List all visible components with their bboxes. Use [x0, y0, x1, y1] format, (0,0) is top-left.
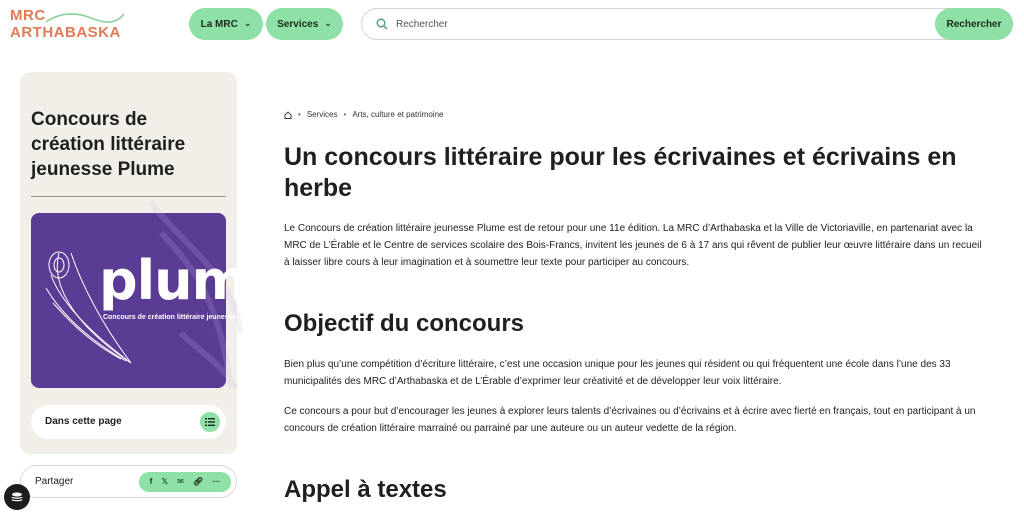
sidebar-panel	[20, 72, 283, 454]
sidebar-title: Concours de création littéraire jeunesse Plume	[31, 109, 186, 180]
search-button[interactable]: Rechercher	[935, 8, 1013, 40]
breadcrumb-arts-culture[interactable]: Arts, culture et patrimoine	[352, 110, 444, 119]
objectif-paragraph-1: Bien plus qu’une compétition d’écriture littéraire, c’est une occasion unique pour les jeunes qui résident ou qui fréquentent une école dans l’une des 33 municipalités des MRC d’Arthabaska et de L’Érable d’exprimer leur créativité et de développer leur voix littéraire.	[284, 359, 951, 387]
section-heading-appel: Appel à textes	[284, 476, 447, 503]
more-icon[interactable]: ···	[212, 477, 221, 486]
share-label: Partager	[35, 476, 74, 487]
search-bar	[361, 8, 1013, 40]
plume-contest-image	[31, 213, 283, 388]
logo-line-1: MRC	[10, 7, 46, 24]
breadcrumb-separator: •	[343, 110, 347, 119]
facebook-icon[interactable]: f	[149, 477, 153, 486]
logo-swoosh-icon	[36, 10, 126, 26]
breadcrumb-services[interactable]: Services	[306, 110, 338, 119]
nav-la-mrc-button[interactable]	[189, 8, 263, 40]
home-icon[interactable]	[284, 111, 292, 119]
share-bar	[20, 465, 237, 498]
x-icon[interactable]: 𝕏	[161, 477, 168, 486]
chevron-down-icon: ⌄	[324, 17, 332, 28]
nav-services-label: Services	[277, 18, 319, 30]
site-header	[0, 0, 1024, 50]
plume-subtitle: Concours de création littéraire jeunesse	[103, 314, 237, 321]
breadcrumb-separator: •	[298, 110, 301, 119]
page-title: Un concours littéraire pour les écrivaines et écrivains en herbe	[284, 143, 957, 202]
search-icon	[376, 18, 388, 30]
email-icon[interactable]: ✉	[177, 477, 184, 486]
objectif-paragraph-2: Ce concours a pour but d’encourager les jeunes à explorer leurs talents d’écrivaines ou d’écrivains et à écrire avec fierté en français, tout en participant à un concours de création littéraire marrainé ou parrainé par une auteure ou un auteur vedette de la région.	[284, 406, 976, 434]
nav-la-mrc-label: La MRC	[200, 18, 238, 30]
breadcrumb	[284, 110, 443, 119]
nav-services-button[interactable]	[266, 8, 343, 40]
logo-line-2: ARTHABASKA	[10, 24, 121, 41]
cookie-settings-button[interactable]	[4, 484, 30, 510]
table-of-contents-toggle[interactable]	[31, 405, 226, 439]
toc-label: Dans cette page	[45, 416, 122, 427]
stack-icon	[11, 492, 23, 502]
list-icon[interactable]	[200, 412, 220, 432]
share-buttons	[139, 472, 231, 492]
mrc-arthabaska-logo[interactable]	[10, 8, 120, 42]
intro-paragraph: Le Concours de création littéraire jeunesse Plume est de retour pour une 11e édition. La MRC d’Arthabaska et la Ville de Victoriaville, en partenariat avec la MRC de L’Érable et le Centre de services scolaire des Bois-Francs, invitent les jeunes de 6 à 17 ans qui rêvent de publier leur œuvre littéraire dans un recueil à laisser libre cours à leur imagination et à soumettre leur texte pour participer au concours.	[284, 223, 982, 268]
section-heading-objectif: Objectif du concours	[284, 310, 525, 337]
plume-wordmark: plume	[99, 249, 283, 312]
sidebar-divider	[31, 196, 226, 197]
link-icon[interactable]: 🔗︎	[193, 477, 204, 486]
chevron-down-icon: ⌄	[243, 17, 252, 28]
search-input[interactable]	[396, 9, 916, 39]
